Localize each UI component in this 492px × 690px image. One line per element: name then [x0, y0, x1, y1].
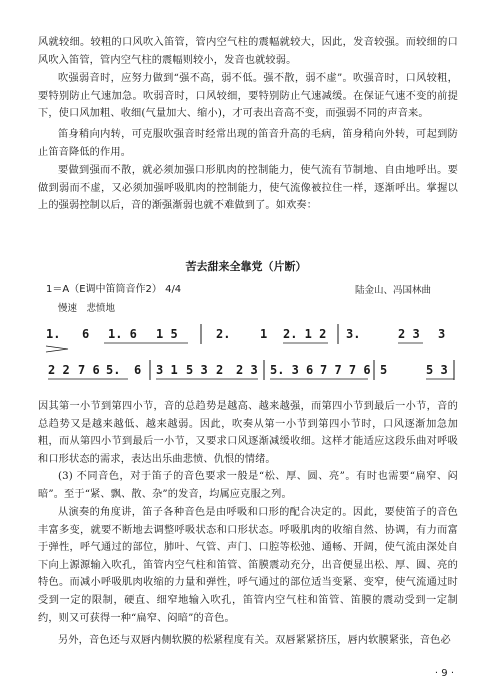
- note: 3 1: [156, 363, 178, 377]
- music-composer: 陆金山、冯国林曲: [355, 285, 432, 296]
- music-tempo: 慢速 悲愤地: [58, 303, 116, 314]
- paragraph-1: 风就较细。较粗的口风吹入笛管，管内空气柱的震幅就较大，因此，发音较强。而较细的口风吹入笛管，管内空气柱的震幅则较小，发音也就较弱。: [38, 37, 458, 66]
- music-title: 苦去甜来全靠党（片断）: [185, 260, 307, 273]
- note: 2.: [216, 327, 231, 341]
- paragraph-4: 要做到强而不散，就必须加强口形肌肉的控制能力，使气流有节制地、自由地呼出。要做到弱而不虚，又必须加强呼吸肌肉的控制能力，使气流像被拉住一样，逐渐呼出。掌握以上的强弱控制以后，音的渐强渐弱也就不难做到了。如欢奏：: [38, 165, 458, 212]
- note: 5 3: [426, 363, 448, 377]
- paragraph-2: 吹强弱音时，应努力做到“强不高，弱不低。强不散，弱不虚”。吹强音时，口风较粗，要特别防止气速加急。吹弱音时，口风较细，要特别防止气速减缓。在保证气速不变的前提下，使口风加粗、收细(气量加大、缩小)，才可表出音高不变，而强弱不同的声音来。: [38, 73, 458, 120]
- note: 1 5: [156, 327, 178, 341]
- note: 5.: [106, 363, 121, 377]
- note: 3.: [346, 327, 361, 341]
- note: 5: [380, 363, 388, 377]
- score-line-2-svg: [38, 352, 458, 392]
- note: 5 3: [186, 363, 208, 377]
- page-number: · 9 ·: [434, 668, 454, 679]
- note: 1.: [46, 327, 61, 341]
- music-key: [46, 280, 181, 295]
- note: 6: [134, 363, 142, 377]
- note: 5. 3: [270, 363, 299, 377]
- note: 7 7 7 6: [320, 363, 371, 377]
- paragraph-8: 另外，音色还与双唇内侧软膜的松紧程度有关。双唇紧紧挤压，唇内软膜紧张，音色必: [58, 635, 451, 646]
- paragraph-6: (3) 不同音色，对于笛子的音色要求一般是“松、厚、圆、亮”。有时也需要“扁窄、闷暗”。至于“紧、飘、散、杂”的发音，均属应克服之列。: [38, 471, 458, 500]
- note: 2 3: [236, 363, 258, 377]
- note: 1: [260, 327, 268, 341]
- paragraph-5: 因其第一小节到第四小节，音的总趋势是越高、越来越强，而第四小节到最后一小节，音的总趋势又是越来越低、越来越弱。因此，吹奏从第一小节到第四小节时，口风逐渐加急加粗，而从第四小节到最后一小节，又要求口风逐渐减缓收细。这样才能适应这段乐曲对呼吸和口形状态的需求，表达出乐曲悲愤、仇恨的情绪。: [38, 401, 458, 465]
- paragraph-3: 笛身稍向内转，可克服吹强音时经常出现的笛音升高的毛病，笛身稍向外转，可起到防止笛音降低的作用。: [38, 129, 458, 158]
- score-line-1-svg: [38, 316, 458, 356]
- note: 2 2: [48, 363, 70, 377]
- note: 2: [216, 363, 224, 377]
- key-signature: 1＝A（E调中笛筒音作2）: [46, 284, 162, 295]
- note: 3: [438, 327, 446, 341]
- score-line-2: [38, 352, 458, 392]
- score-line-1: [38, 316, 458, 356]
- note: 2. 1 2: [283, 327, 327, 341]
- note: 6: [306, 363, 314, 377]
- paragraph-7: 从演奏的角度讲，笛子各种音色是由呼吸和口形的配合决定的。因此，要使笛子的音色丰富多变，就要不断地去调整呼吸状态和口形状态。呼吸肌肉的收缩自然、协调，有力而富于弹性，呼气通过的部位，肺叶、气管、声门、口腔等松弛、通畅、开阔，使气流由深处自下向上源源输入吹孔，笛管内空气柱和笛管、笛膜震动充分，出音便显出松、厚、圆、亮的特色。而减小呼吸肌肉收缩的力量和弹性，呼气通过的部位适当变紧、变窄，使气流通过时受到一定的限制，硬直、细窄地输入吹孔，笛管内空气柱和笛管、笛膜的震动受到一定制约，则又可获得一种“扁窄、闷暗”的音色。: [38, 507, 458, 624]
- note: 1. 6: [108, 327, 137, 341]
- note: 2 3: [398, 327, 420, 341]
- note: 7 6: [78, 363, 100, 377]
- time-signature: 4/4: [165, 284, 182, 295]
- note: 6: [82, 327, 90, 341]
